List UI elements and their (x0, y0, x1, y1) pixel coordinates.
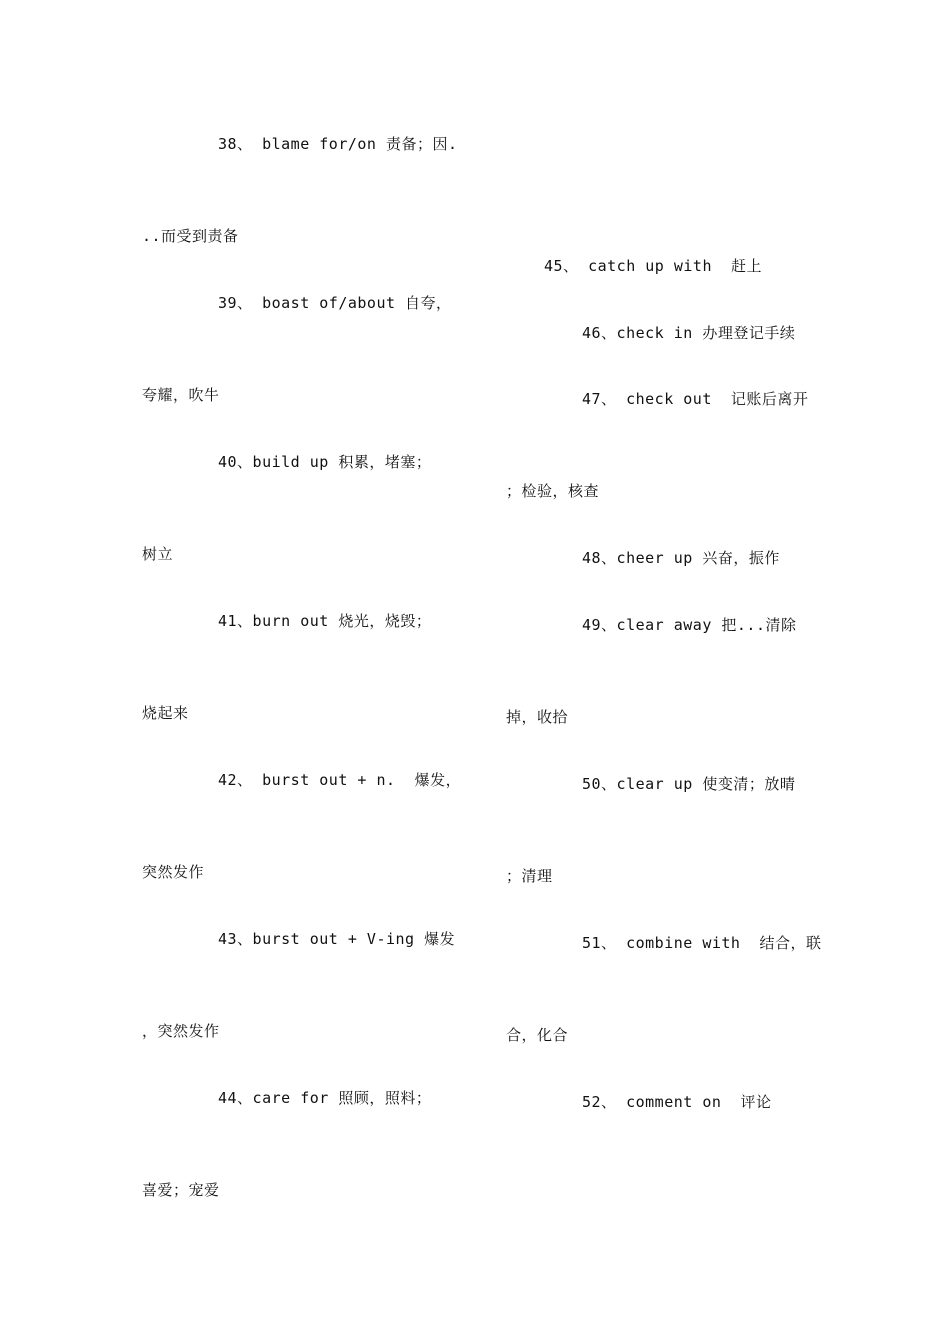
right-entry-47: 47、 check out 记账后离开 (582, 390, 809, 408)
left-entry-39-continued: 夸耀，吹牛 (142, 386, 220, 404)
left-entry-41: 41、burn out 烧光，烧毁； (218, 612, 432, 630)
right-entry-49-continued: 掉，收拾 (506, 708, 569, 726)
right-entry-52: 52、 comment on 评论 (582, 1093, 772, 1111)
right-entry-49: 49、clear away 把...清除 (582, 616, 797, 634)
left-entry-42: 42、 burst out + n. 爆发， (218, 771, 462, 789)
right-entry-51-continued: 合，化合 (506, 1026, 569, 1044)
left-entry-40-continued: 树立 (142, 545, 174, 563)
left-entry-40: 40、build up 积累，堵塞； (218, 453, 432, 471)
right-entry-48: 48、cheer up 兴奋，振作 (582, 549, 780, 567)
left-entry-43: 43、burst out + V-ing 爆发 (218, 930, 456, 948)
left-entry-43-continued: ，突然发作 (142, 1022, 220, 1040)
right-entry-47-continued: ；检验，核查 (506, 482, 600, 500)
right-entry-46: 46、check in 办理登记手续 (582, 324, 796, 342)
left-entry-44: 44、care for 照顾，照料； (218, 1089, 432, 1107)
left-entry-38: 38、 blame for/on 责备；因. (218, 135, 458, 153)
right-entry-50: 50、clear up 使变清；放晴 (582, 775, 796, 793)
right-entry-45: 45、 catch up with 赶上 (544, 257, 763, 275)
right-entry-51: 51、 combine with 结合，联 (582, 934, 822, 952)
left-entry-42-continued: 突然发作 (142, 863, 205, 881)
left-entry-44-continued: 喜爱；宠爱 (142, 1181, 220, 1199)
left-entry-38-continued: ..而受到责备 (142, 227, 239, 245)
left-entry-41-continued: 烧起来 (142, 704, 189, 722)
left-entry-39: 39、 boast of/about 自夸， (218, 294, 452, 312)
right-entry-50-continued: ；清理 (506, 867, 553, 885)
